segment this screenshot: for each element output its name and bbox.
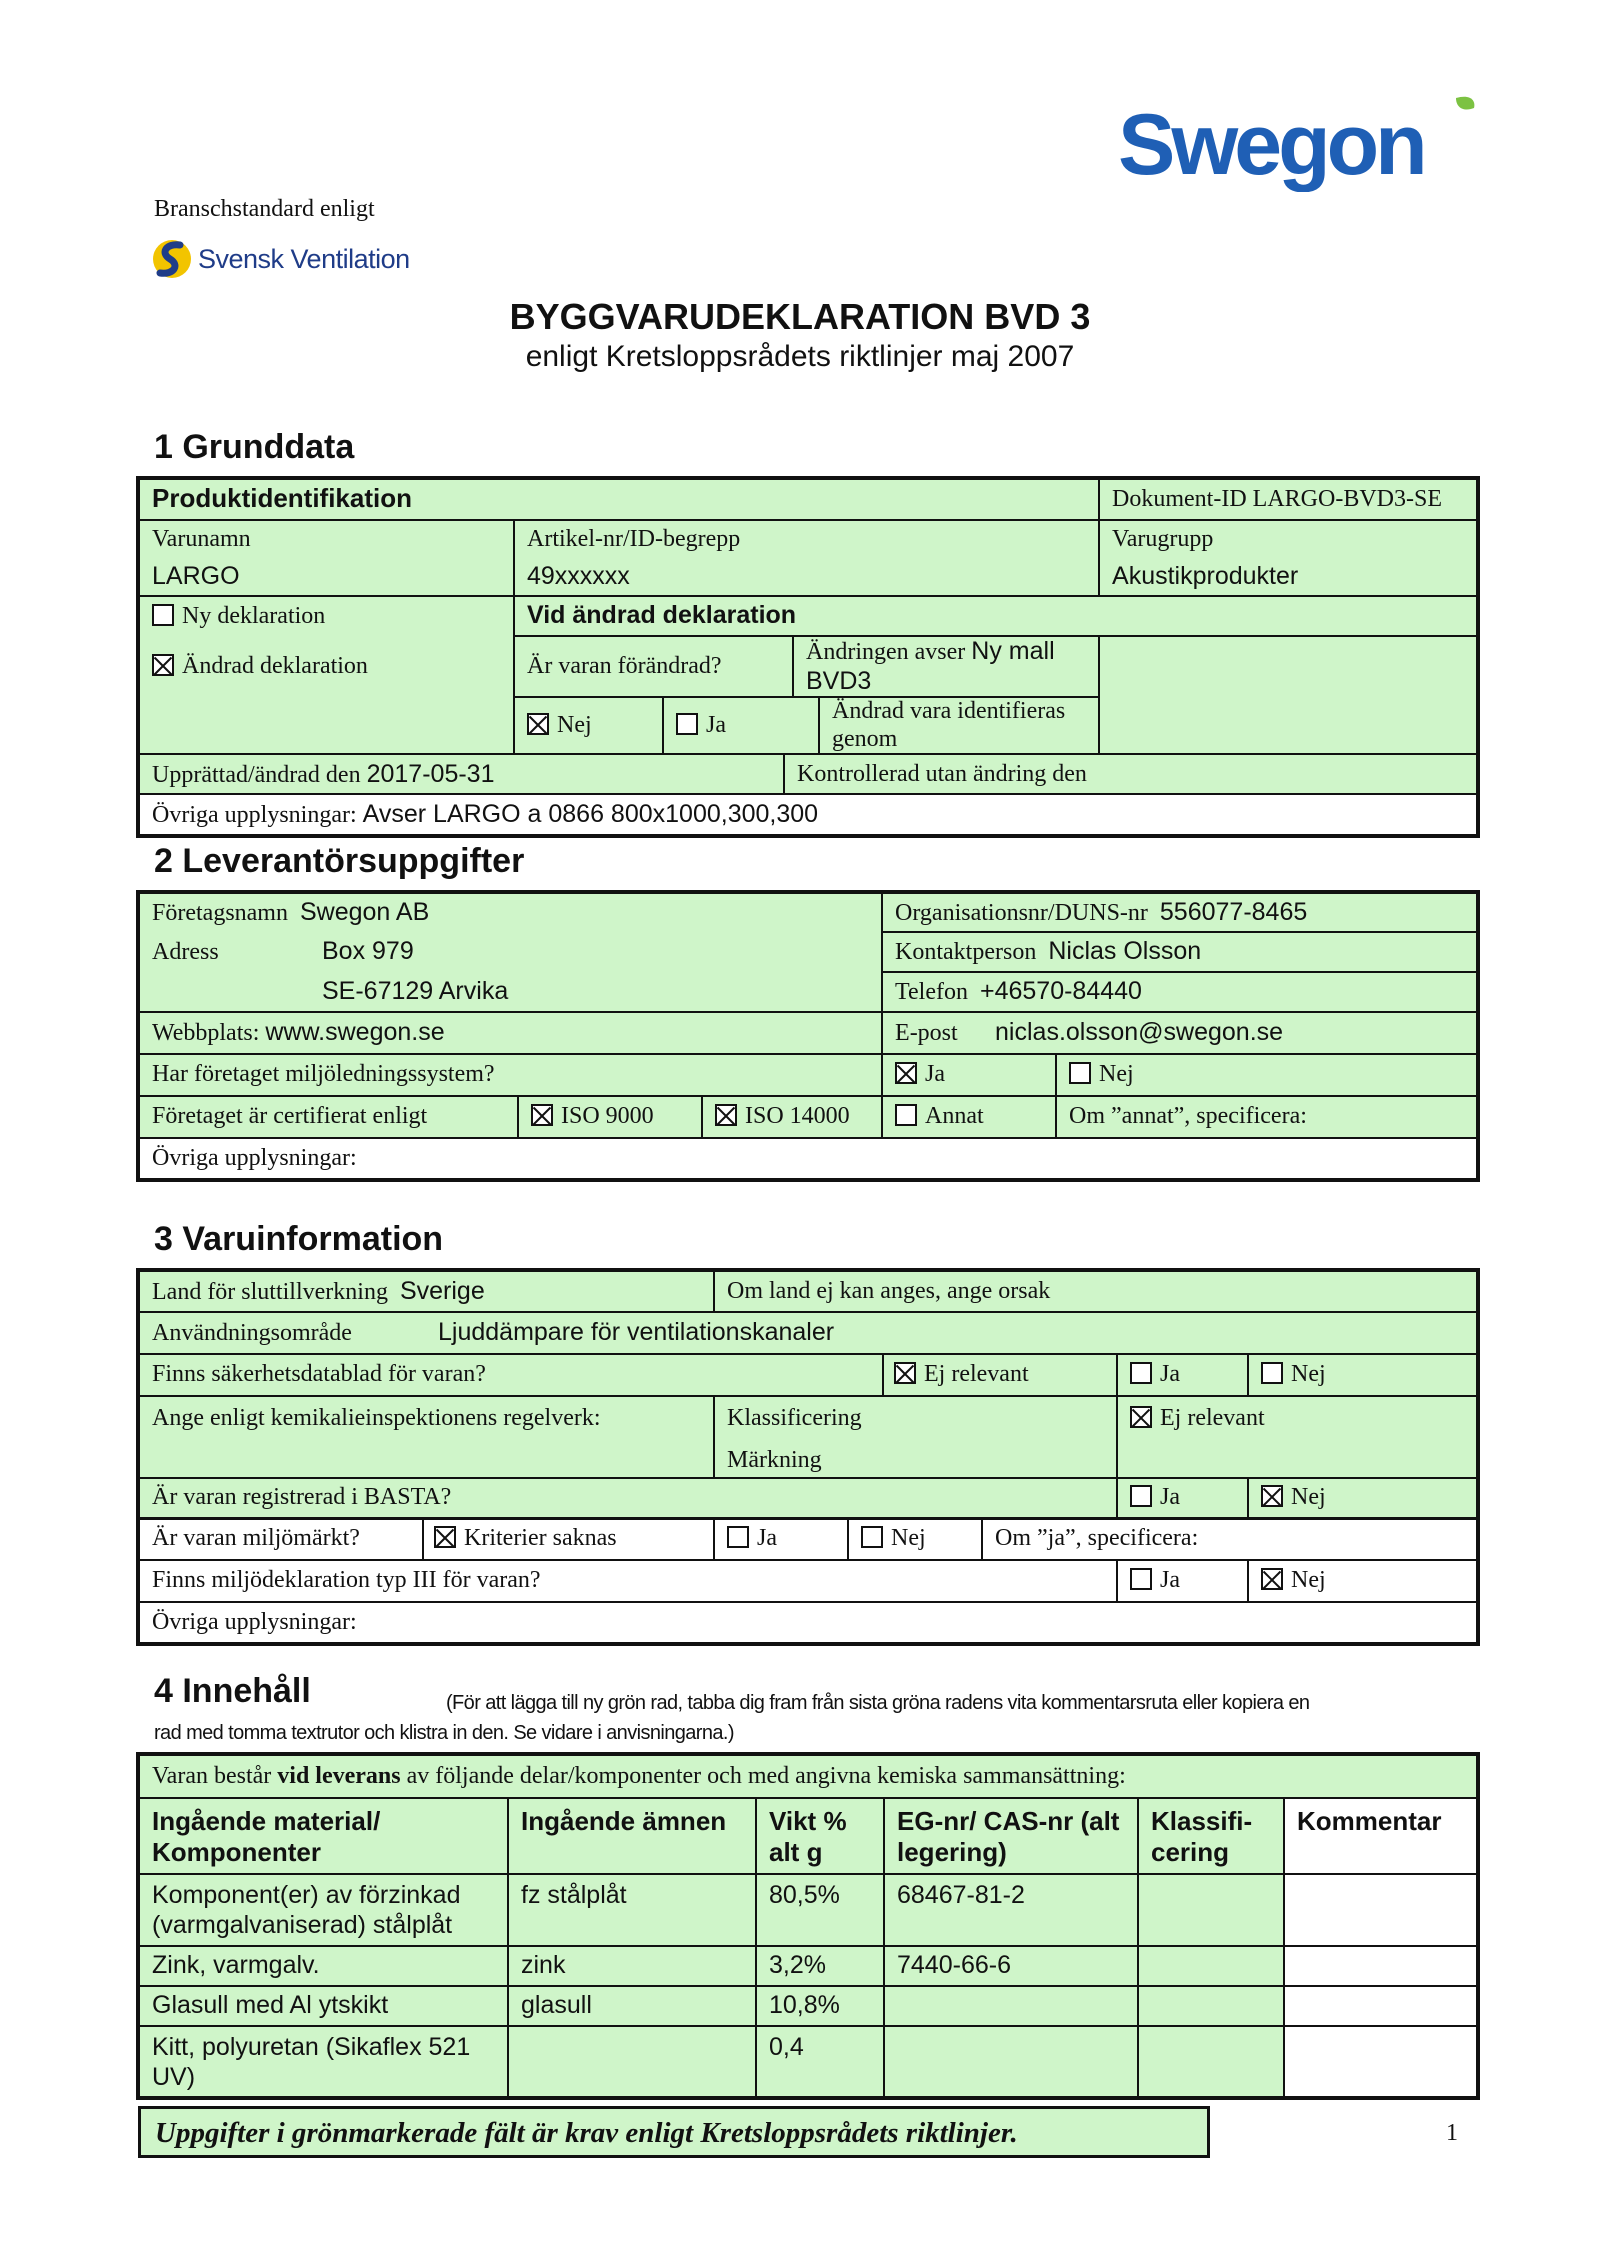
foretag-value[interactable]: Swegon AB [299,898,430,927]
andrad-nej-checkbox[interactable] [527,713,549,735]
miljodekl-ja-checkbox[interactable] [1130,1568,1152,1590]
basta-nej-label: Nej [1291,1483,1326,1510]
ny-deklaration-label: Ny deklaration [182,602,326,629]
table-row [138,1874,1478,1946]
upprattad-value[interactable]: 2017-05-31 [366,759,495,788]
sak-ja-checkbox[interactable] [1130,1362,1152,1384]
basta-ja-checkbox[interactable] [1130,1485,1152,1507]
annat-checkbox[interactable] [895,1104,917,1126]
andrad-deklaration-label: Ändrad deklaration [182,652,368,679]
miljomarkt-nej-label: Nej [891,1525,926,1552]
annat-label: Annat [925,1103,984,1130]
andrad-ja-checkbox[interactable] [676,713,698,735]
cell-material[interactable]: Komponent(er) av förzinkad (varmgalvaniserad) stålplåt [152,1881,461,1939]
klassificering-label: Klassificering [727,1405,862,1431]
col-header-material: Ingående material/ Komponenter [152,1806,381,1867]
andring-avser-value[interactable]: Ny mall BVD3 [806,637,1055,695]
markning-label: Märkning [727,1446,822,1473]
cell-material[interactable]: Zink, varmgalv. [152,1951,320,1980]
ar-andrad-label: Är varan förändrad? [527,652,722,679]
cell-vikt[interactable]: 80,5% [769,1881,840,1909]
branch-standard-label: Branschstandard enligt [154,196,375,222]
cell-vikt[interactable]: 3,2% [769,1951,826,1980]
orgnr-value[interactable]: 556077-8465 [1159,897,1308,926]
sak-ej-relevant-label: Ej relevant [924,1361,1029,1388]
varugrupp-label: Varugrupp [1112,525,1214,552]
telefon-value[interactable]: +46570-84440 [979,977,1142,1006]
miljo-nej-label: Nej [1099,1061,1134,1088]
miljomarkt-spec-label: Om ”ja”, specificera: [995,1525,1199,1552]
miljodekl-ja-label: Ja [1160,1567,1181,1594]
andrad-vara-label: Ändrad vara identifieras genom [832,698,1066,752]
cell-vikt[interactable]: 0,4 [769,2033,804,2061]
varugrupp-value[interactable]: Akustikprodukter [1112,561,1299,590]
cell-cas[interactable]: 7440-66-6 [897,1951,1011,1980]
col-header-kommentar: Kommentar [1297,1806,1442,1836]
land-label: Land för sluttillverkning [152,1278,388,1305]
adress-line-1[interactable]: Box 979 [322,937,414,966]
andrad-deklaration-checkbox[interactable] [152,654,174,676]
ny-deklaration-checkbox[interactable] [152,604,174,626]
adress-line-2[interactable]: SE-67129 Arvika [322,976,509,1005]
kriterier-saknas-label: Kriterier saknas [464,1525,617,1552]
varunamn-value[interactable]: LARGO [152,561,240,590]
ovriga-label-3: Övriga upplysningar: [152,1608,357,1635]
telefon-label: Telefon [895,979,968,1006]
swegon-logo [1118,92,1478,192]
annat-spec-label: Om ”annat”, specificera: [1069,1103,1307,1130]
miljomarkt-ja-label: Ja [757,1525,778,1552]
iso9000-checkbox[interactable] [531,1104,553,1126]
cell-vikt[interactable]: 10,8% [769,1991,840,2020]
upprattad-label: Upprättad/ändrad den [152,761,361,788]
ovriga-value-1[interactable]: Avser LARGO a 0866 800x1000,300,300 [362,800,819,829]
miljomarkt-nej-checkbox[interactable] [861,1526,883,1548]
adress-label: Adress [152,939,219,966]
land-value[interactable]: Sverige [399,1276,485,1305]
innehall-intro: Varan består vid leverans av följande delar/komponenter och med angivna kemiska sammansättning: [152,1762,1126,1789]
cert-question: Företaget är certifierat enligt [152,1103,428,1130]
miljomarkt-ja-checkbox[interactable] [727,1526,749,1548]
col-header-amnen: Ingående ämnen [521,1806,727,1836]
kemi-question: Ange enligt kemikalieinspektionens regelverk: [152,1405,601,1431]
miljodekl-question: Finns miljödeklaration typ III för varan? [152,1567,541,1594]
anv-value[interactable]: Ljuddämpare för ventilationskanaler [438,1318,835,1347]
kemi-ej-relevant-label: Ej relevant [1160,1405,1265,1431]
iso14000-checkbox[interactable] [715,1104,737,1126]
kontakt-value[interactable]: Niclas Olsson [1048,937,1202,966]
andring-avser-label: Ändringen avser [806,639,966,665]
table-row [138,2026,1478,2098]
webb-label: Webbplats: [152,1020,260,1047]
grunddata-table [136,476,1480,838]
miljo-ja-checkbox[interactable] [895,1062,917,1084]
miljo-nej-checkbox[interactable] [1069,1062,1091,1084]
miljomarkt-question: Är varan miljömärkt? [152,1525,360,1552]
innehall-table [136,1752,1480,2100]
basta-ja-label: Ja [1160,1483,1181,1510]
artikel-value[interactable]: 49xxxxxx [527,561,630,590]
vid-andrad-label: Vid ändrad deklaration [527,601,797,630]
sak-nej-checkbox[interactable] [1261,1362,1283,1384]
produktid-label: Produktidentifikation [152,483,412,514]
varuinformation-table [136,1268,1480,1646]
foretag-label: Företagsnamn [152,900,288,927]
cell-material[interactable]: Glasull med Al ytskikt [152,1991,389,2020]
andrad-ja-label: Ja [706,711,726,738]
basta-nej-checkbox[interactable] [1261,1485,1283,1507]
document-subtitle: enligt Kretsloppsrådets riktlinjer maj 2007 [525,340,1075,373]
varunamn-label: Varunamn [152,525,251,552]
leverantor-table [136,890,1480,1182]
col-header-vikt: Vikt % alt g [769,1806,847,1867]
cell-material[interactable]: Kitt, polyuretan (Sikaflex 521 UV) [152,2033,471,2091]
sak-ej-relevant-checkbox[interactable] [894,1362,916,1384]
document-title: BYGGVARUDEKLARATION BVD 3 [509,296,1091,337]
cell-amnen[interactable]: zink [521,1951,566,1980]
artikel-label: Artikel-nr/ID-begrepp [527,525,741,552]
cell-cas[interactable]: 68467-81-2 [897,1881,1025,1909]
sak-nej-label: Nej [1291,1361,1326,1388]
webb-value[interactable]: www.swegon.se [265,1018,445,1047]
miljodekl-nej-checkbox[interactable] [1261,1568,1283,1590]
cell-amnen[interactable]: fz stålplåt [521,1881,627,1909]
anv-label: Användningsområde [152,1320,352,1347]
section-4-note: (För att lägga till ny grön rad, tabba dig fram från sista gröna radens vita kommentarsruta eller kopiera en [446,1692,1310,1714]
col-header-cas: EG-nr/ CAS-nr (alt legering) [897,1806,1120,1867]
basta-question: Är varan registrerad i BASTA? [152,1483,452,1510]
land-ej-label: Om land ej kan anges, ange orsak [727,1277,1051,1304]
miljo-ja-label: Ja [925,1061,946,1088]
svensk-ventilation-logo [152,236,410,282]
andrad-nej-label: Nej [557,711,592,738]
ovriga-label-2: Övriga upplysningar: [152,1144,357,1171]
footer-note: Uppgifter i grönmarkerade fält är krav enligt Kretsloppsrådets riktlinjer. [138,2106,1210,2158]
page-number: 1 [1446,2120,1458,2146]
table-row [138,1986,1478,2026]
kriterier-saknas-checkbox[interactable] [434,1526,456,1548]
sv-logo-icon [152,237,192,281]
cell-amnen[interactable]: glasull [521,1991,592,2020]
orgnr-label: Organisationsnr/DUNS-nr [895,899,1148,926]
section-3-heading: 3 Varuinformation [154,1220,444,1258]
section-2-heading: 2 Leverantörsuppgifter [154,842,525,880]
miljodekl-nej-label: Nej [1291,1567,1326,1594]
iso14000-label: ISO 14000 [745,1103,850,1130]
sakerhet-question: Finns säkerhetsdatablad för varan? [152,1361,486,1388]
iso9000-label: ISO 9000 [561,1103,654,1130]
section-4-heading: 4 Innehåll [154,1672,311,1710]
dokument-id: Dokument-ID LARGO-BVD3-SE [1112,485,1442,512]
innehall-header-row [138,1798,1478,1874]
epost-value[interactable]: niclas.olsson@swegon.se [995,1018,1284,1047]
section-1-heading: 1 Grunddata [154,428,355,466]
epost-label: E-post [895,1020,958,1047]
sak-ja-label: Ja [1160,1361,1181,1388]
section-4-note-2: rad med tomma textrutor och klistra in den. Se vidare i anvisningarna.) [154,1722,734,1744]
svg-text:Swegon: Swegon [1118,97,1424,192]
kontrollerad-label: Kontrollerad utan ändring den [797,760,1087,787]
kemi-ej-relevant-checkbox[interactable] [1130,1406,1152,1428]
miljoledning-question: Har företaget miljöledningssystem? [152,1061,495,1088]
ovriga-label-1: Övriga upplysningar: [152,802,357,829]
kontakt-label: Kontaktperson [895,939,1037,966]
col-header-klass: Klassifi-cering [1151,1806,1253,1867]
sv-logo-text: Svensk Ventilation [198,243,410,274]
table-row [138,1946,1478,1986]
